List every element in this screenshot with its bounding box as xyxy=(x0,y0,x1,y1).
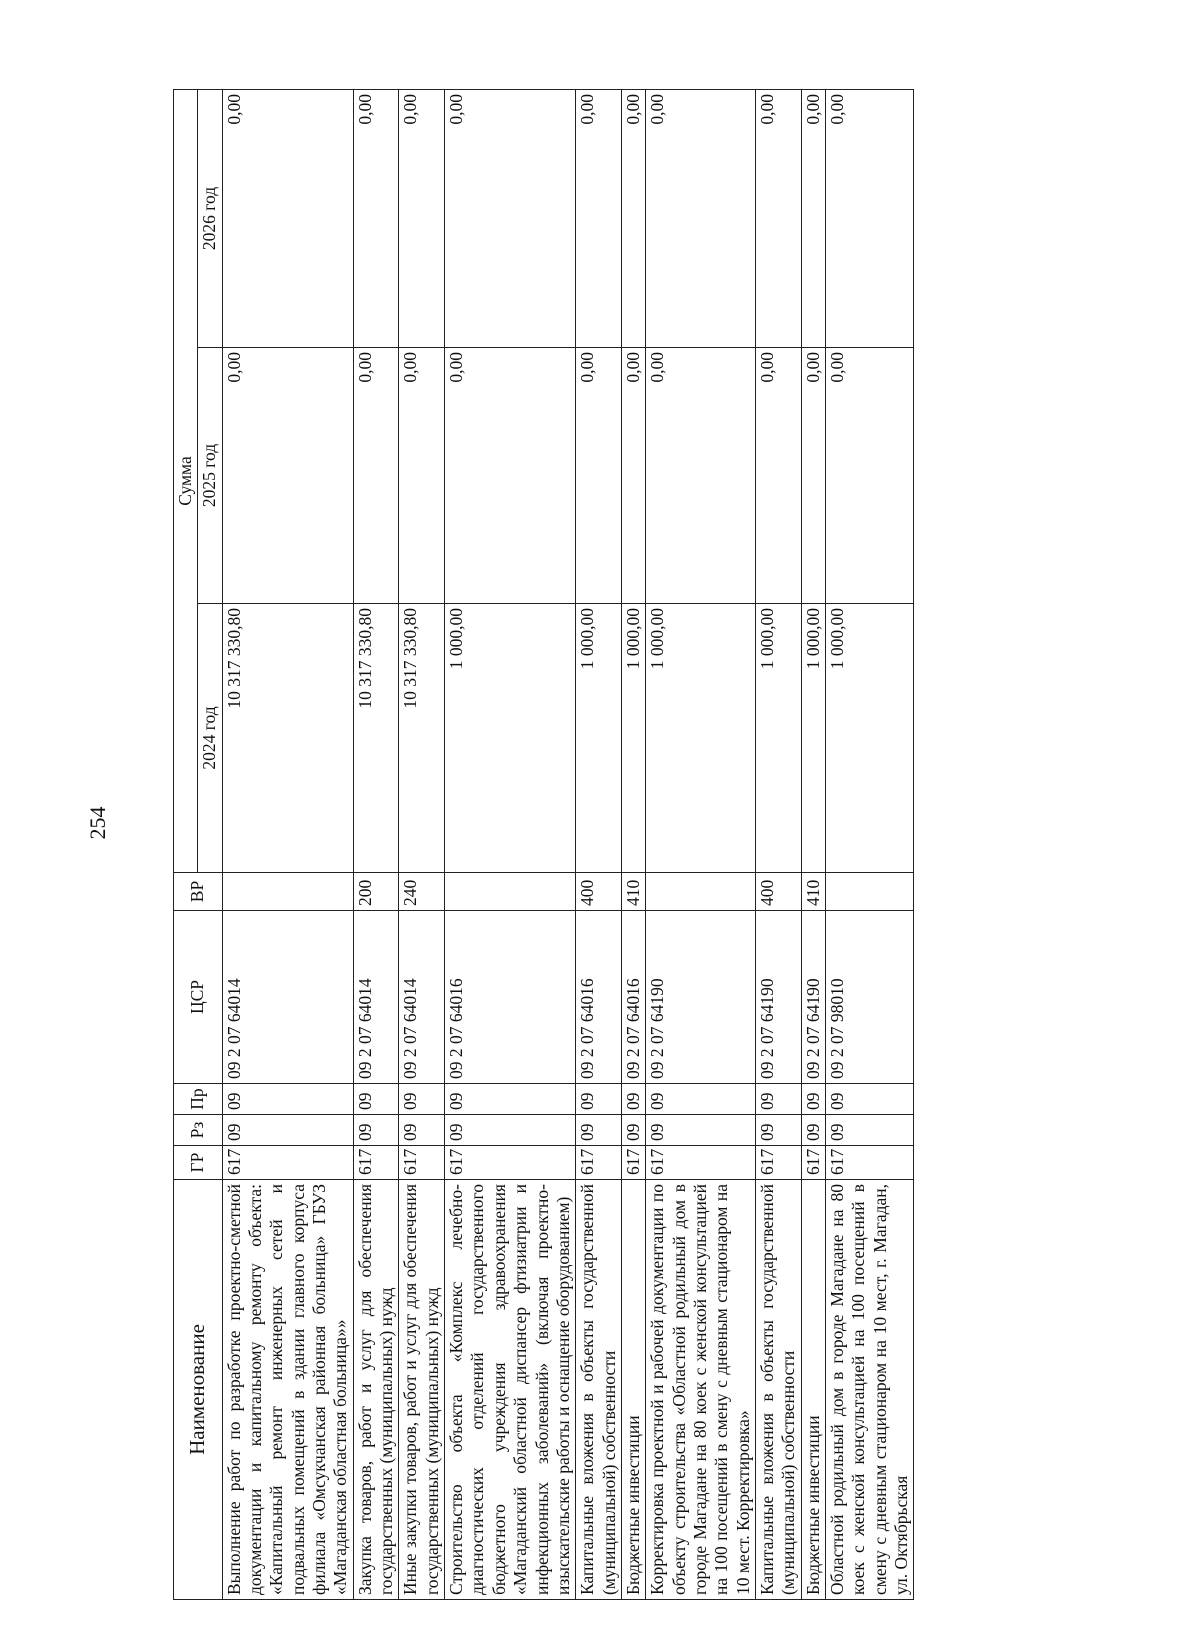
row-rz: 09 xyxy=(576,1115,622,1146)
header-2026: 2026 год xyxy=(198,89,222,347)
row-vr xyxy=(646,873,756,911)
row-pr: 09 xyxy=(621,1084,645,1115)
row-csr: 09 2 07 64016 xyxy=(621,911,645,1084)
row-2026: 0,00 xyxy=(576,89,622,347)
row-2025: 0,00 xyxy=(755,348,801,604)
row-2025: 0,00 xyxy=(801,348,825,604)
header-rz: Рз xyxy=(174,1115,223,1146)
row-pr: 09 xyxy=(399,1084,445,1115)
row-2024: 1 000,00 xyxy=(646,604,756,873)
row-vr xyxy=(222,873,353,911)
page-number: 254 xyxy=(85,806,110,840)
table-row xyxy=(801,89,825,1599)
row-2026: 0,00 xyxy=(399,89,445,347)
row-vr xyxy=(825,873,913,911)
row-pr: 09 xyxy=(801,1084,825,1115)
row-csr: 09 2 07 64014 xyxy=(222,911,353,1084)
row-vr: 400 xyxy=(755,873,801,911)
row-2025: 0,00 xyxy=(399,348,445,604)
row-2025: 0,00 xyxy=(353,348,399,604)
row-csr: 09 2 07 64190 xyxy=(755,911,801,1084)
table-row xyxy=(755,89,801,1599)
row-pr: 09 xyxy=(576,1084,622,1115)
header-row xyxy=(174,89,198,1599)
row-rz: 09 xyxy=(445,1115,576,1146)
table-row xyxy=(646,89,756,1599)
budget-table xyxy=(173,89,914,1600)
row-name: Областной родильный дом в городе Магадане на 80 коек с женской консультацией на 100 посещений в смену с дневным стационаром на 10 мест, г. Магадан, ул. Октябрьская xyxy=(825,1180,913,1600)
header-2025: 2025 год xyxy=(198,348,222,604)
row-name: Иные закупки товаров, работ и услуг для обеспечения государственных (муниципальных) нужд xyxy=(399,1180,445,1600)
row-2024: 1 000,00 xyxy=(576,604,622,873)
row-2024: 1 000,00 xyxy=(445,604,576,873)
row-rz: 09 xyxy=(222,1115,353,1146)
row-2024: 10 317 330,80 xyxy=(353,604,399,873)
row-2024: 1 000,00 xyxy=(825,604,913,873)
row-2026: 0,00 xyxy=(801,89,825,347)
row-2026: 0,00 xyxy=(445,89,576,347)
row-name: Капитальные вложения в объекты государственной (муниципальной) собственности xyxy=(576,1180,622,1600)
row-vr: 200 xyxy=(353,873,399,911)
row-2026: 0,00 xyxy=(825,89,913,347)
row-2026: 0,00 xyxy=(353,89,399,347)
table-row xyxy=(222,89,353,1599)
budget-sheet xyxy=(173,90,1073,1600)
header-gr: ГР xyxy=(174,1146,223,1180)
row-name: Выполнение работ по разработке проектно-сметной документации и капитальному ремонту объекта: «Капитальный ремонт инженерных сетей и подвальных помещений в здании главного корпуса филиала «Омсукчанская районная больница» ГБУЗ «Магаданская областная больница»» xyxy=(222,1180,353,1600)
row-gr: 617 xyxy=(576,1146,622,1180)
row-2024: 1 000,00 xyxy=(621,604,645,873)
row-csr: 09 2 07 64190 xyxy=(801,911,825,1084)
row-pr: 09 xyxy=(445,1084,576,1115)
row-gr: 617 xyxy=(755,1146,801,1180)
row-2025: 0,00 xyxy=(445,348,576,604)
table-row xyxy=(621,89,645,1599)
row-csr: 09 2 07 64016 xyxy=(445,911,576,1084)
row-pr: 09 xyxy=(755,1084,801,1115)
row-2026: 0,00 xyxy=(646,89,756,347)
row-rz: 09 xyxy=(399,1115,445,1146)
row-gr: 617 xyxy=(801,1146,825,1180)
row-csr: 09 2 07 64014 xyxy=(399,911,445,1084)
row-2025: 0,00 xyxy=(825,348,913,604)
table-row xyxy=(445,89,576,1599)
row-gr: 617 xyxy=(621,1146,645,1180)
row-vr: 410 xyxy=(621,873,645,911)
row-gr: 617 xyxy=(353,1146,399,1180)
row-gr: 617 xyxy=(825,1146,913,1180)
header-name: Наименование xyxy=(174,1180,223,1600)
row-gr: 617 xyxy=(445,1146,576,1180)
row-2026: 0,00 xyxy=(222,89,353,347)
row-pr: 09 xyxy=(353,1084,399,1115)
row-csr: 09 2 07 64016 xyxy=(576,911,622,1084)
row-csr: 09 2 07 64014 xyxy=(353,911,399,1084)
row-2024: 10 317 330,80 xyxy=(399,604,445,873)
row-rz: 09 xyxy=(353,1115,399,1146)
row-name: Закупка товаров, работ и услуг для обеспечения государственных (муниципальных) нужд xyxy=(353,1180,399,1600)
table-row xyxy=(576,89,622,1599)
row-rz: 09 xyxy=(825,1115,913,1146)
row-rz: 09 xyxy=(646,1115,756,1146)
header-sum: Сумма xyxy=(174,89,198,872)
row-2024: 1 000,00 xyxy=(801,604,825,873)
row-2025: 0,00 xyxy=(621,348,645,604)
row-name: Корректировка проектной и рабочей документации по объекту строительства «Областной родильный дом в городе Магадане на 80 коек с женской консультацией на 100 посещений в смену с дневным стационаром на 10 мест. Корректировка» xyxy=(646,1180,756,1600)
table-row xyxy=(399,89,445,1599)
row-pr: 09 xyxy=(825,1084,913,1115)
row-rz: 09 xyxy=(801,1115,825,1146)
row-2026: 0,00 xyxy=(755,89,801,347)
table-row xyxy=(353,89,399,1599)
row-vr xyxy=(445,873,576,911)
row-2026: 0,00 xyxy=(621,89,645,347)
row-pr: 09 xyxy=(646,1084,756,1115)
row-name: Капитальные вложения в объекты государственной (муниципальной) собственности xyxy=(755,1180,801,1600)
row-vr: 240 xyxy=(399,873,445,911)
row-name: Бюджетные инвестиции xyxy=(621,1180,645,1600)
row-name: Бюджетные инвестиции xyxy=(801,1180,825,1600)
row-2025: 0,00 xyxy=(576,348,622,604)
row-name: Строительство объекта «Комплекс лечебно-диагностических отделений государственного бюджетного учреждения здравоохранения «Магаданский областной диспансер фтизиатрии и инфекционных заболеваний» (включая проектно-изыскательские работы и оснащение оборудованием) xyxy=(445,1180,576,1600)
row-pr: 09 xyxy=(222,1084,353,1115)
row-gr: 617 xyxy=(646,1146,756,1180)
row-csr: 09 2 07 98010 xyxy=(825,911,913,1084)
header-2024: 2024 год xyxy=(198,604,222,873)
row-2025: 0,00 xyxy=(646,348,756,604)
row-csr: 09 2 07 64190 xyxy=(646,911,756,1084)
header-vr: ВР xyxy=(174,873,223,911)
row-rz: 09 xyxy=(755,1115,801,1146)
header-csr: ЦСР xyxy=(174,911,223,1084)
row-2024: 1 000,00 xyxy=(755,604,801,873)
row-gr: 617 xyxy=(222,1146,353,1180)
row-vr: 410 xyxy=(801,873,825,911)
row-gr: 617 xyxy=(399,1146,445,1180)
row-vr: 400 xyxy=(576,873,622,911)
header-pr: Пр xyxy=(174,1084,223,1115)
row-2025: 0,00 xyxy=(222,348,353,604)
row-2024: 10 317 330,80 xyxy=(222,604,353,873)
row-rz: 09 xyxy=(621,1115,645,1146)
table-row xyxy=(825,89,913,1599)
